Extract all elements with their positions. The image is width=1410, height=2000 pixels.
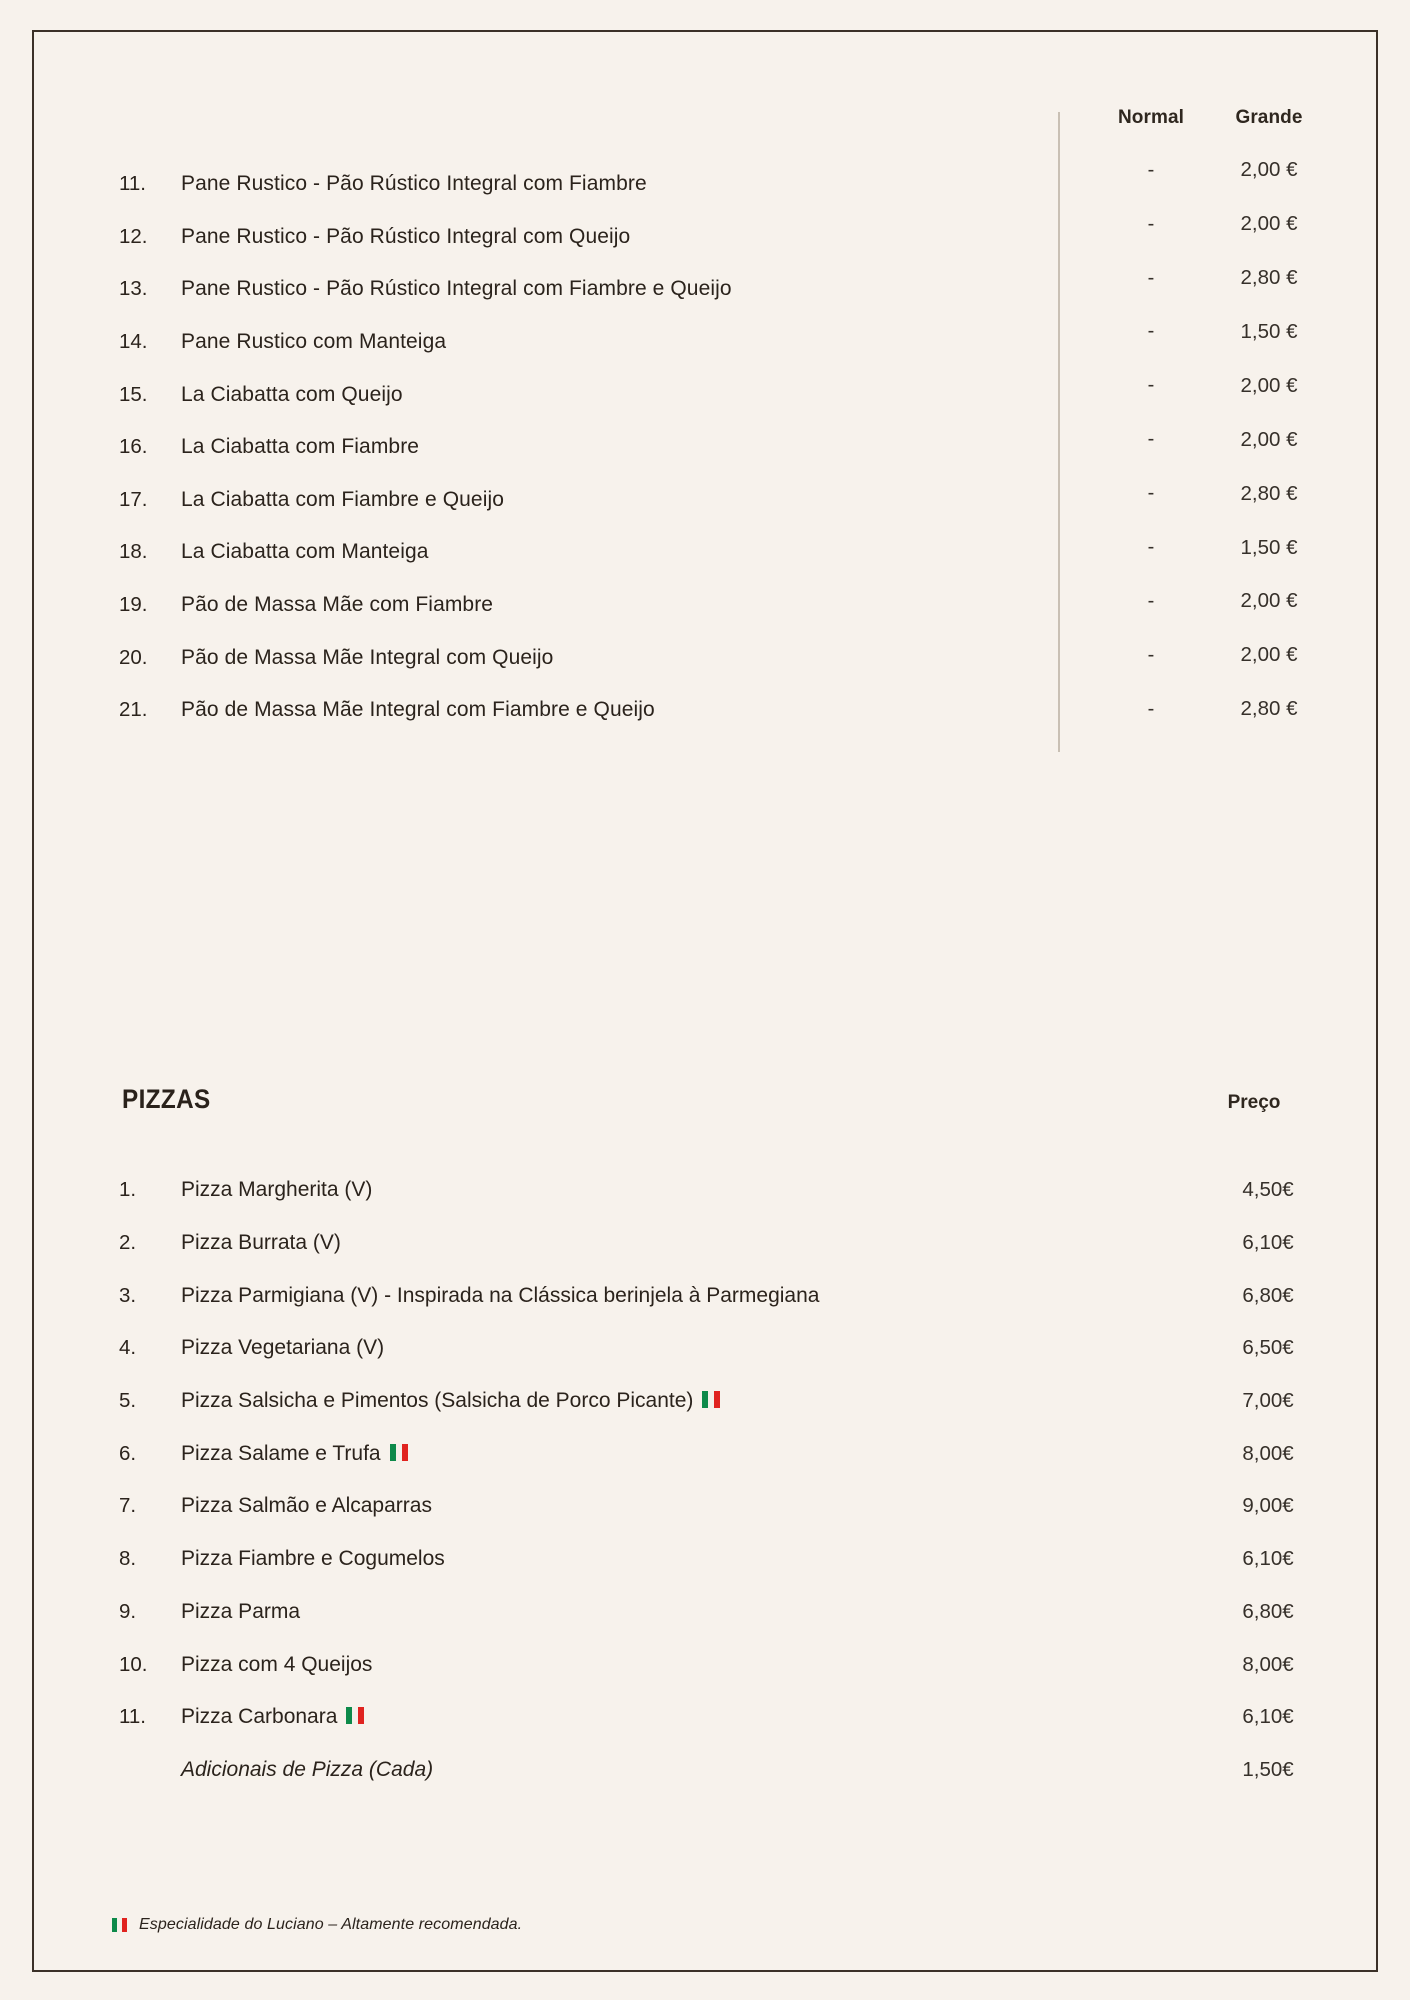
item-name <box>181 1494 1208 1518</box>
bread-row <box>119 263 1328 316</box>
pizza-row <box>119 1533 1328 1586</box>
price-normal: - <box>1147 697 1155 720</box>
pizza-row <box>119 1427 1328 1480</box>
price-preco: 6,80€ <box>1242 1599 1294 1623</box>
bread-row <box>119 211 1328 264</box>
price-grande: 2,00 € <box>1240 373 1298 397</box>
italian-flag-icon <box>112 1918 129 1932</box>
item-number: 17. <box>119 487 148 511</box>
price-normal: - <box>1147 536 1155 559</box>
item-name <box>181 1231 1208 1255</box>
price-grande: 2,00 € <box>1240 158 1298 182</box>
item-number: 19. <box>119 593 148 617</box>
price-preco: 6,50€ <box>1242 1336 1294 1360</box>
price-preco: 6,10€ <box>1242 1231 1294 1255</box>
price-preco: 8,00€ <box>1242 1652 1294 1676</box>
price-normal: - <box>1147 643 1155 666</box>
pizza-row <box>119 1217 1328 1270</box>
bread-row <box>119 579 1328 632</box>
item-number: 15. <box>119 382 148 406</box>
price-normal: - <box>1147 589 1155 612</box>
bread-row <box>119 631 1328 684</box>
item-number: 8. <box>119 1547 137 1571</box>
bread-column-headers <box>119 107 1328 129</box>
bread-row <box>119 526 1328 579</box>
price-grande: 2,80 € <box>1240 481 1298 505</box>
item-name: Pão de Massa Mãe Integral com Fiambre e Queijo <box>181 698 655 722</box>
item-name-text: Pizza Vegetariana (V) <box>181 1336 385 1360</box>
item-name-text: Pizza Parmigiana (V) - Inspirada na Clássica berinjela à Parmegiana <box>181 1283 820 1307</box>
item-number: 16. <box>119 435 148 459</box>
item-name <box>181 1442 1208 1466</box>
pizza-row <box>119 1638 1328 1691</box>
item-name <box>181 1389 1208 1413</box>
item-number: 14. <box>119 330 148 354</box>
price-grande: 1,50 € <box>1240 535 1298 559</box>
price-normal: - <box>1147 428 1155 451</box>
item-name <box>181 1653 1208 1677</box>
item-number: 9. <box>119 1599 137 1623</box>
item-number: 18. <box>119 540 148 564</box>
price-preco: 7,00€ <box>1242 1389 1294 1413</box>
pizza-item-list <box>119 1164 1328 1796</box>
item-name: La Ciabatta com Queijo <box>181 382 403 406</box>
pizza-row <box>119 1375 1328 1428</box>
item-name <box>181 1336 1208 1360</box>
item-name-text: Pizza Burrata (V) <box>181 1231 341 1255</box>
price-grande: 2,80 € <box>1240 697 1298 721</box>
item-number: 6. <box>119 1441 137 1465</box>
item-name: La Ciabatta com Fiambre e Queijo <box>181 487 505 511</box>
item-name <box>181 1284 1208 1308</box>
item-number: 20. <box>119 645 148 669</box>
price-grande: 1,50 € <box>1240 319 1298 343</box>
item-name: Pane Rustico - Pão Rústico Integral com Fiambre e Queijo <box>181 277 732 301</box>
price-preco: 6,10€ <box>1242 1547 1294 1571</box>
item-name: Pane Rustico - Pão Rústico Integral com Fiambre <box>181 172 647 196</box>
item-number: 11. <box>119 172 146 196</box>
item-name <box>181 1600 1208 1624</box>
item-name: Pão de Massa Mãe com Fiambre <box>181 593 494 617</box>
item-number: 10. <box>119 1652 148 1676</box>
italian-flag-icon <box>702 1391 722 1408</box>
item-name-text: Pizza Parma <box>181 1599 301 1623</box>
footnote-text: Especialidade do Luciano – Altamente recomendada. <box>139 1916 523 1933</box>
pizza-row <box>119 1691 1328 1744</box>
bread-item-list <box>119 158 1328 737</box>
price-grande: 2,00 € <box>1240 212 1298 236</box>
footnote <box>112 1916 522 1934</box>
item-name-text: Pizza Salmão e Alcaparras <box>181 1494 432 1518</box>
price-preco: 6,80€ <box>1242 1283 1294 1307</box>
price-preco: 6,10€ <box>1242 1705 1294 1729</box>
price-normal: - <box>1147 482 1155 505</box>
item-name: Pane Rustico com Manteiga <box>181 330 447 354</box>
bread-row <box>119 316 1328 369</box>
item-name-text: Adicionais de Pizza (Cada) <box>181 1757 434 1781</box>
item-name <box>181 1547 1208 1571</box>
pizza-row <box>119 1164 1328 1217</box>
pizza-row <box>119 1269 1328 1322</box>
item-name-text: Pizza Fiambre e Cogumelos <box>181 1547 445 1571</box>
column-header-grande: Grande <box>1235 107 1303 128</box>
column-header-preco: Preço <box>1227 1092 1281 1113</box>
item-name-text: Pizza Margherita (V) <box>181 1178 373 1202</box>
item-name: La Ciabatta com Manteiga <box>181 540 429 564</box>
pizza-row <box>119 1744 1328 1797</box>
price-preco: 9,00€ <box>1242 1494 1294 1518</box>
item-number: 1. <box>119 1178 137 1202</box>
item-number: 12. <box>119 224 148 248</box>
item-name: La Ciabatta com Fiambre <box>181 435 420 459</box>
item-number: 2. <box>119 1231 137 1255</box>
price-normal: - <box>1147 212 1155 235</box>
item-number: 4. <box>119 1336 137 1360</box>
item-name: Pão de Massa Mãe Integral com Queijo <box>181 645 554 669</box>
price-normal: - <box>1147 320 1155 343</box>
price-grande: 2,80 € <box>1240 266 1298 290</box>
pizza-row <box>119 1586 1328 1639</box>
item-number: 11. <box>119 1705 146 1729</box>
column-header-normal: Normal <box>1117 107 1185 128</box>
pizza-row <box>119 1322 1328 1375</box>
item-name <box>181 1705 1208 1729</box>
price-normal: - <box>1147 158 1155 181</box>
item-name <box>181 1178 1208 1202</box>
item-number: 7. <box>119 1494 137 1518</box>
price-grande: 2,00 € <box>1240 643 1298 667</box>
item-name-text: Pizza Salsicha e Pimentos (Salsicha de Porco Picante) <box>181 1389 694 1413</box>
price-preco: 1,50€ <box>1242 1757 1294 1781</box>
bread-row <box>119 368 1328 421</box>
item-name-text: Pizza com 4 Queijos <box>181 1652 373 1676</box>
pizzas-section-title: PIZZAS <box>122 1084 211 1114</box>
bread-row <box>119 474 1328 527</box>
item-number: 5. <box>119 1389 137 1413</box>
item-number: 3. <box>119 1283 137 1307</box>
price-grande: 2,00 € <box>1240 427 1298 451</box>
italian-flag-icon <box>346 1707 366 1724</box>
bread-row <box>119 684 1328 737</box>
price-normal: - <box>1147 374 1155 397</box>
item-number: 21. <box>119 698 148 722</box>
price-preco: 8,00€ <box>1242 1441 1294 1465</box>
item-name-text: Pizza Carbonara <box>181 1705 338 1729</box>
item-number: 13. <box>119 277 148 301</box>
bread-row <box>119 158 1328 211</box>
item-name: Pane Rustico - Pão Rústico Integral com Queijo <box>181 224 631 248</box>
menu-page <box>32 30 1378 1972</box>
pizza-row <box>119 1480 1328 1533</box>
italian-flag-icon <box>390 1444 410 1461</box>
price-preco: 4,50€ <box>1242 1178 1294 1202</box>
price-normal: - <box>1147 266 1155 289</box>
item-name-text: Pizza Salame e Trufa <box>181 1441 381 1465</box>
bread-row <box>119 421 1328 474</box>
price-grande: 2,00 € <box>1240 589 1298 613</box>
item-name <box>181 1758 1208 1782</box>
